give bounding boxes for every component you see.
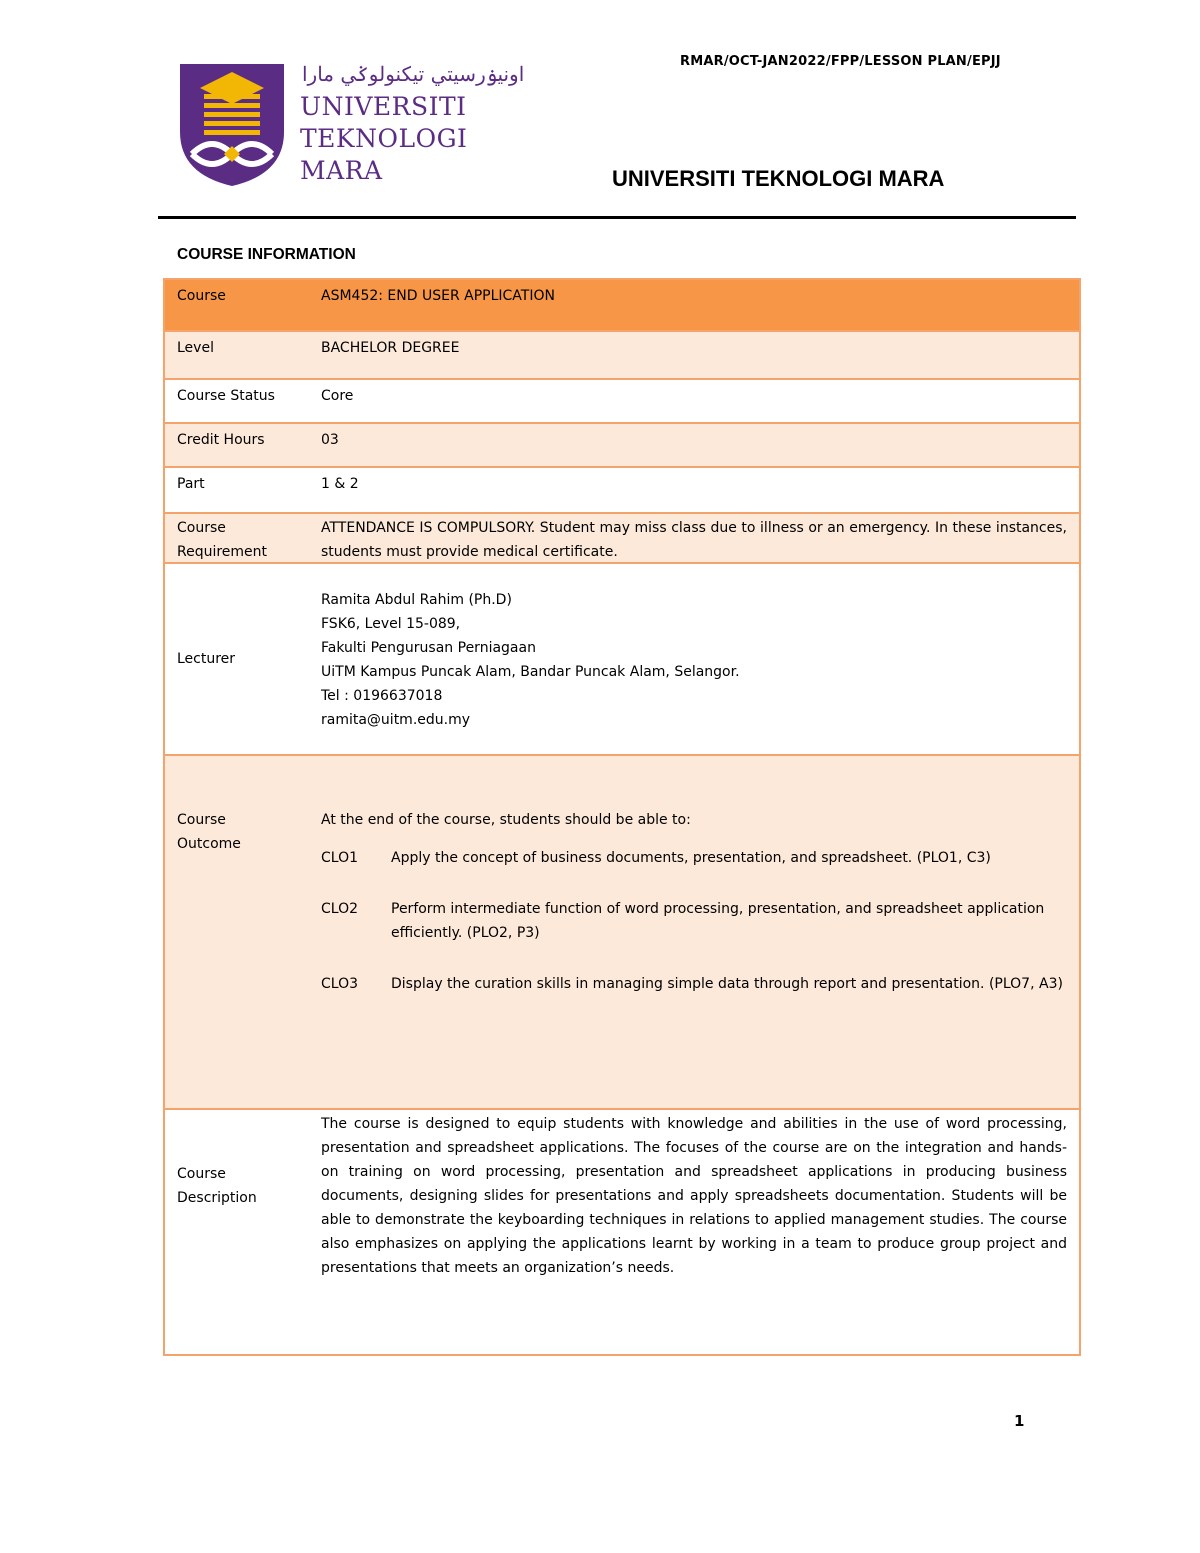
table-row-level [165,332,1079,380]
clo-text: Apply the concept of business documents, presentation, and spreadsheet. (PLO1, C3) [391,850,991,866]
course-status-value: Core [321,388,354,404]
lecturer-email: ramita@uitm.edu.my [321,712,471,728]
credit-hours-value: 03 [321,432,339,448]
table-row-credit-hours [165,424,1079,468]
course-requirement-value: ATTENDANCE IS COMPULSORY. Student may miss class due to illness or an emergency. In these instances, students must provide medical certificate. [321,520,1067,560]
section-title: COURSE INFORMATION [177,246,356,263]
lecturer-phone: Tel : 0196637018 [321,688,443,704]
page-number: 1 [1014,1412,1025,1430]
course-requirement-label [165,516,321,562]
level-label: Level [177,340,214,356]
course-status-label: Course Status [177,388,275,404]
lecturer-label [165,564,321,754]
clo-text: Perform intermediate function of word processing, presentation, and spreadsheet application efficiently. (PLO2, P3) [391,901,1045,941]
uitm-logo [178,62,525,192]
clo-text: Display the curation skills in managing simple data through report and presentation. (PLO7, A3) [391,976,1063,992]
course-label: Course [177,288,226,304]
table-row-course-requirement [165,514,1079,564]
logo-wordmark-line-3: MARA [300,156,383,185]
course-information-table [163,278,1081,1356]
course-outcome-label-line-1: Course [177,812,226,828]
clo-code: CLO3 [321,976,359,992]
lecturer-faculty: Fakulti Pengurusan Perniagaan [321,640,536,656]
document-reference-code: RMAR/OCT-JAN2022/FPP/LESSON PLAN/EPJJ [680,54,1001,69]
clo-code: CLO2 [321,901,359,917]
table-row-course-status [165,380,1079,424]
university-title: UNIVERSITI TEKNOLOGI MARA [612,166,945,191]
course-description-label-line-2: Description [177,1190,257,1206]
logo-wordmark-line-1: UNIVERSITI [300,92,467,121]
table-row-course-outcome [165,756,1079,1110]
course-requirement-label-line-1: Course [177,520,226,536]
table-row-course-description [165,1110,1079,1354]
course-description-label [165,1110,321,1354]
lecturer-label-text: Lecturer [177,651,236,667]
table-row-course [165,280,1079,332]
header-divider [158,216,1076,219]
course-outcome-intro: At the end of the course, students should be able to: [321,812,691,828]
clo-item [321,972,1067,996]
part-value: 1 & 2 [321,476,359,492]
course-requirement-label-line-2: Requirement [177,544,268,560]
lecturer-campus: UiTM Kampus Puncak Alam, Bandar Puncak Alam, Selangor. [321,664,740,680]
table-row-lecturer [165,564,1079,756]
course-outcome-content [321,756,1079,1108]
logo-wordmark-line-2: TEKNOLOGI [300,124,468,153]
clo-item [321,846,1067,870]
clo-code: CLO1 [321,850,359,866]
uitm-shield-icon [178,62,286,188]
part-label: Part [177,476,205,492]
course-value: ASM452: END USER APPLICATION [321,288,555,304]
lecturer-name: Ramita Abdul Rahim (Ph.D) [321,592,512,608]
lecturer-details [321,564,1079,754]
course-description-value: The course is designed to equip students with knowledge and abilities in the use of word processing, presentation and spreadsheet applications. The focuses of the course are on the integration and hands-on training on word processing, presentation and spreadsheet applications in producing business documents, designing slides for presentations and apply spreadsheets documentation. Students will be able to demonstrate the keyboarding techniques in relations to applied management studies. The course also emphasizes on applying the applications learnt by working in a team to produce group project and presentations that meets an organization’s needs. [321,1116,1067,1276]
lecturer-office: FSK6, Level 15-089, [321,616,461,632]
clo-item [321,897,1067,945]
course-outcome-label-line-2: Outcome [177,836,241,852]
logo-jawi-script: اونيۏرسيتي تيكنولوݢي مارا [302,62,525,86]
level-value: BACHELOR DEGREE [321,340,460,356]
course-outcome-label [165,756,321,1108]
course-description-label-line-1: Course [177,1166,226,1182]
table-row-part [165,468,1079,514]
credit-hours-label: Credit Hours [177,432,265,448]
